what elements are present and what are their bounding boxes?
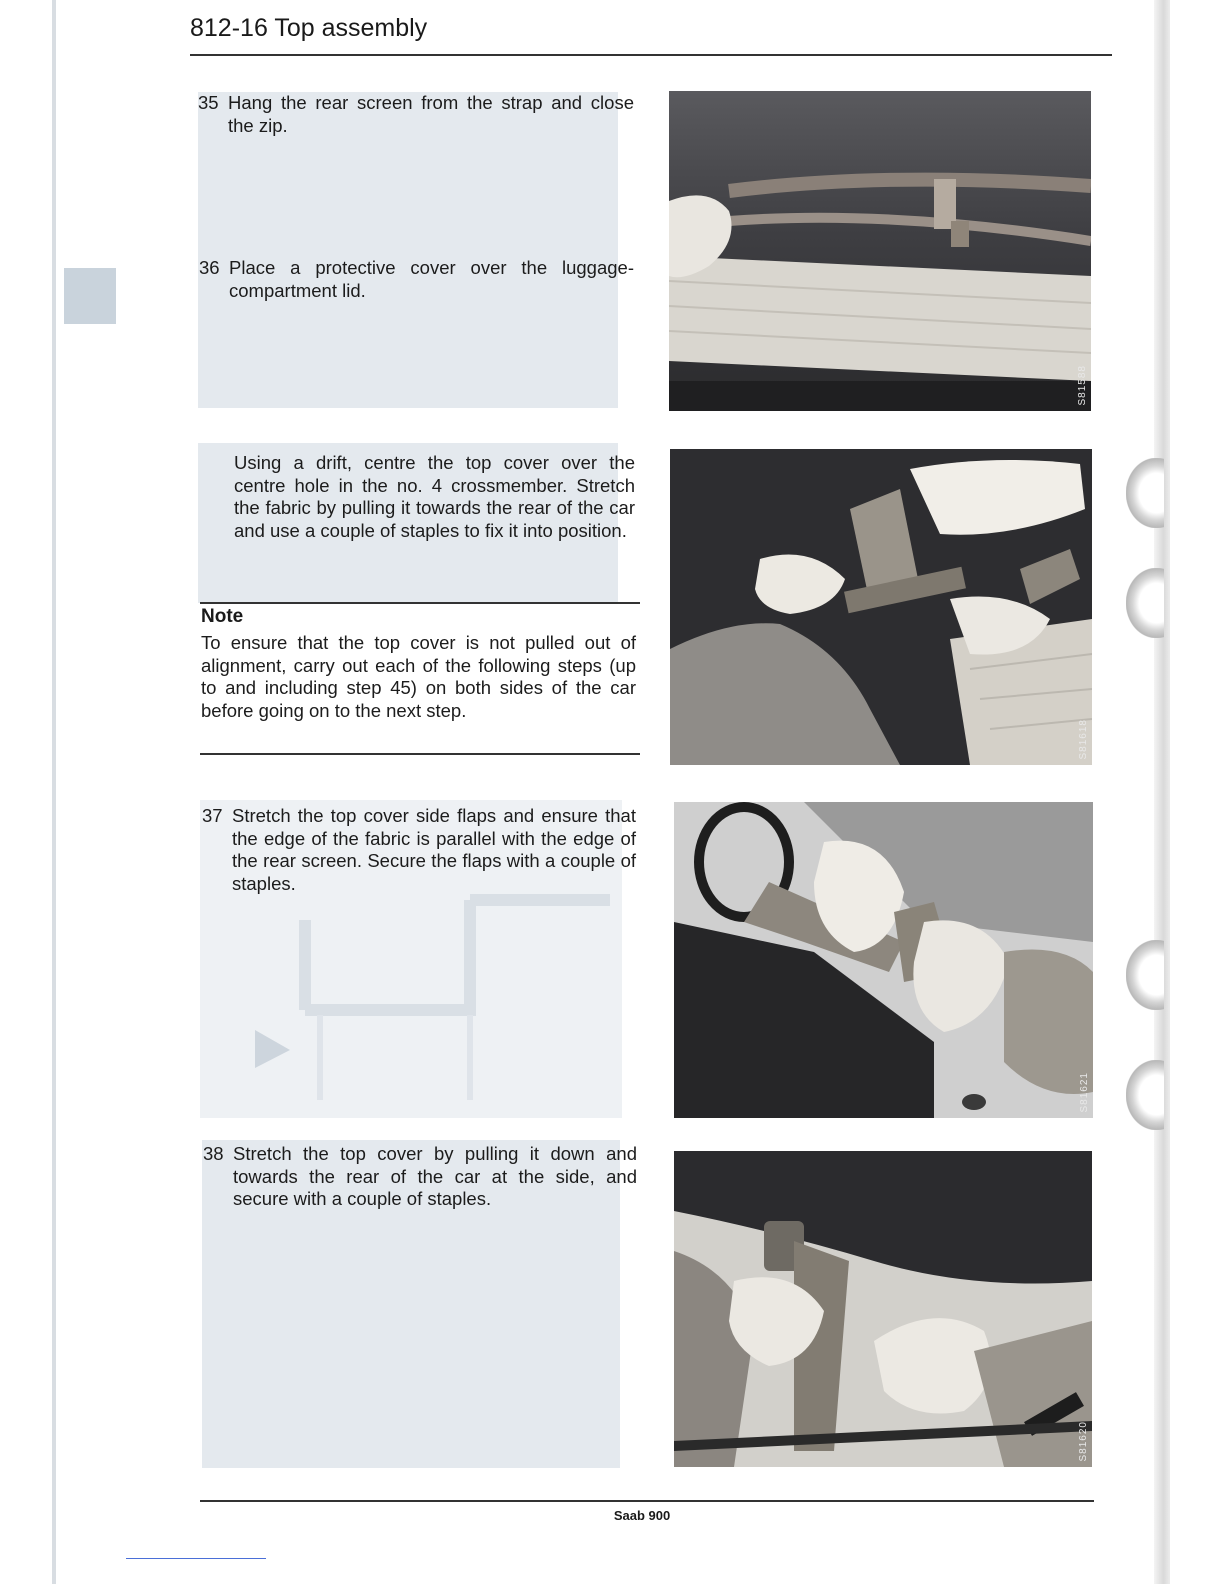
step-number: 37 [202,805,223,826]
binder-ring-icon [1126,458,1164,528]
note-text: To ensure that the top cover is not pulled out of alignment, carry out each of the following steps (up to and including step 45) on both sides of the car before going on to the next step. [201,632,636,721]
page-title: 812-16 Top assembly [190,14,428,42]
step-number: 38 [203,1143,224,1164]
step-35 [198,92,634,137]
photo-centring-staples [670,449,1092,765]
note-heading: Note [201,606,244,627]
page-tab-marker [64,268,116,324]
note-bottom-rule [200,753,640,755]
page-edge-strip [52,0,56,1584]
photo-code: S81618 [1078,718,1089,759]
binder-ring-icon [1126,940,1164,1010]
binder-ring-icon [1126,1060,1164,1130]
photo-code: S81620 [1078,1420,1089,1461]
step-text: Hang the rear screen from the strap and close the zip. [228,92,634,136]
photo-pull-down-staples [674,1151,1092,1467]
photo-code: S81588 [1077,364,1088,405]
binding-edge [1154,0,1170,1584]
step-36 [199,257,634,302]
page-header [190,12,1112,56]
scan-artifact-line [126,1558,266,1559]
footer-brand: Saab 900 [613,1508,671,1523]
binder-ring-icon [1126,568,1164,638]
photo-rear-screen-zip [669,91,1091,411]
step-text: Place a protective cover over the luggage-compartment lid. [229,257,634,301]
step-number: 36 [199,257,220,278]
note-top-rule [200,602,640,604]
step-38 [203,1143,637,1211]
step-text: Stretch the top cover by pulling it down and towards the rear of the car at the side, and secure with a couple of staples. [233,1143,637,1209]
drift-instruction: Using a drift, centre the top cover over the centre hole in the no. 4 crossmember. Stretch the fabric by pulling it towards the rear of the car and use a couple of staples to fix it into position. [234,452,635,541]
step-35-36-panel [198,92,618,408]
footer-rule [200,1500,1094,1502]
step-text: Stretch the top cover side flaps and ensure that the edge of the fabric is parallel with the edge of the rear screen. Secure the flaps with a couple of staples. [232,805,636,894]
photo-side-flaps [674,802,1093,1118]
step-37 [202,805,636,895]
step-number: 35 [198,92,219,113]
photo-code: S81621 [1079,1071,1090,1112]
